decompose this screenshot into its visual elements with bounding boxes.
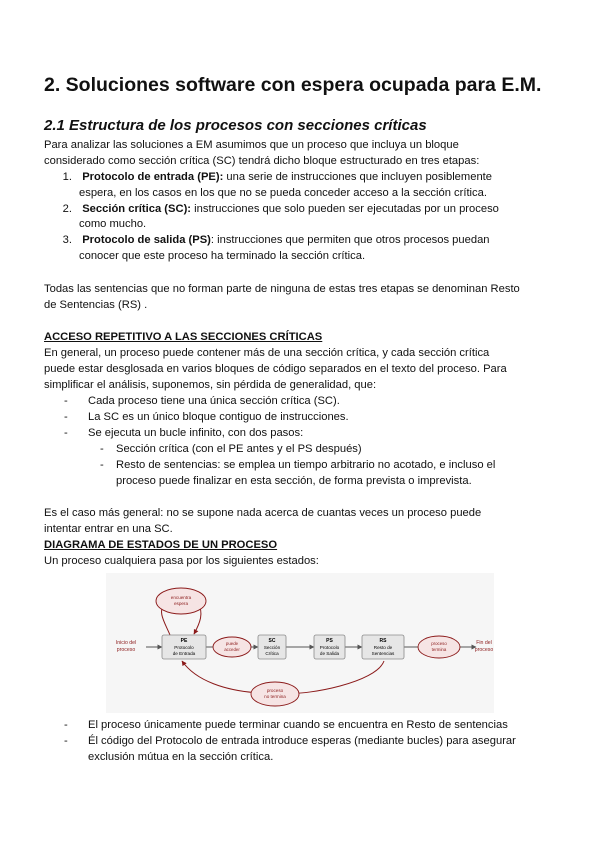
state-node-rs bbox=[362, 635, 404, 659]
general-case-paragraph bbox=[44, 506, 481, 538]
assumption-list bbox=[64, 394, 349, 441]
state-code: SC bbox=[268, 638, 276, 644]
dash-bullet: - bbox=[64, 719, 68, 731]
state-label: de Salida bbox=[319, 651, 340, 656]
state-label: Crítica bbox=[265, 651, 279, 656]
state-diagram bbox=[106, 573, 494, 713]
section-heading-acceso: ACCESO REPETITIVO A LAS SECCIONES CRÍTICAS bbox=[44, 331, 323, 343]
state-node-ps bbox=[314, 635, 345, 659]
state-code: RS bbox=[379, 638, 387, 644]
dash-bullet: - bbox=[64, 426, 68, 439]
state-code: PE bbox=[180, 638, 188, 644]
stage-text: instrucciones que solo pueden ser ejecutadas por un proceso bbox=[191, 202, 499, 215]
final-notes-list bbox=[64, 718, 516, 765]
stage-item bbox=[52, 170, 499, 202]
diagram-intro: Un proceso cualquiera pasa por los siguientes estados: bbox=[44, 555, 319, 567]
stage-text: una serie de instrucciones que incluyen posiblemente bbox=[223, 171, 492, 183]
state-code: PS bbox=[326, 638, 333, 644]
stage-term: Sección crítica (SC): bbox=[82, 202, 192, 215]
stage-continuation: como mucho. bbox=[79, 218, 147, 231]
list-item bbox=[100, 442, 495, 458]
event-label: puede bbox=[225, 641, 239, 646]
stage-number: 2. bbox=[62, 202, 72, 215]
list-item-text: El proceso únicamente puede terminar cuando se encuentra en Resto de sentencias bbox=[88, 719, 508, 731]
stage-item bbox=[52, 202, 499, 234]
state-label: Sentencias bbox=[371, 651, 395, 656]
stage-number: 3. bbox=[62, 234, 72, 247]
list-item-continuation: exclusión mútua en la sección crítica. bbox=[88, 750, 274, 763]
event-label: proceso bbox=[266, 688, 284, 693]
acceso-line: puede estar desglosada en varios bloques de código separados en el texto del proceso. Para bbox=[44, 362, 507, 375]
list-item-text: Sección crítica (con el PE antes y el PS después) bbox=[116, 443, 362, 455]
state-label: de Entrada bbox=[172, 651, 196, 656]
list-item-text: Él código del Protocolo de entrada introduce esperas (mediante bucles) para asegurar bbox=[88, 734, 516, 747]
list-item bbox=[64, 426, 349, 442]
dash-bullet: - bbox=[64, 395, 68, 407]
stage-text: : instrucciones que permiten que otros procesos puedan bbox=[210, 234, 490, 247]
end-label: proceso bbox=[474, 647, 494, 653]
acceso-line: En general, un proceso puede contener más de una sección crítica, y cada sección crítica bbox=[44, 347, 490, 359]
state-label: Protocolo bbox=[174, 645, 194, 650]
event-label: no termina bbox=[264, 694, 286, 699]
event-proceso-no-termina bbox=[251, 682, 299, 706]
stage-item bbox=[52, 233, 499, 265]
intro-line: considerado como sección crítica (SC) tendrá dicho bloque estructurado en tres etapas: bbox=[44, 154, 480, 167]
list-item-text: Se ejecuta un bucle infinito, con dos pasos: bbox=[88, 426, 304, 439]
list-item bbox=[100, 458, 495, 490]
start-label: Inicio del bbox=[115, 640, 137, 646]
general-case-line: intentar entrar en una SC. bbox=[44, 522, 173, 535]
event-label: acceder bbox=[224, 647, 240, 652]
section-subtitle: 2.1 Estructura de los procesos con secciones críticas bbox=[44, 117, 427, 134]
list-item-text: La SC es un único bloque contiguo de instrucciones. bbox=[88, 410, 349, 423]
state-node-sc bbox=[258, 635, 286, 659]
state-label: Protocolo bbox=[319, 645, 340, 650]
dash-bullet: - bbox=[64, 410, 68, 423]
rs-paragraph bbox=[44, 282, 520, 314]
start-label: proceso bbox=[116, 647, 136, 653]
page-title: 2. Soluciones software con espera ocupada para E.M. bbox=[44, 74, 542, 96]
section-heading-diagrama: DIAGRAMA DE ESTADOS DE UN PROCESO bbox=[44, 539, 278, 551]
acceso-paragraph bbox=[44, 346, 507, 393]
dash-bullet: - bbox=[100, 443, 104, 455]
event-puede-acceder bbox=[213, 637, 251, 657]
stage-term: Protocolo de salida (PS) bbox=[82, 234, 211, 247]
list-item bbox=[64, 410, 349, 426]
intro-line: Para analizar las soluciones a EM asumimos que un proceso que incluya un bloque bbox=[44, 139, 459, 151]
event-label: termina bbox=[431, 647, 447, 652]
event-proceso-termina bbox=[418, 636, 460, 658]
rs-line: Todas las sentencias que no forman parte de ninguna de estas tres etapas se denominan Resto bbox=[44, 283, 520, 295]
loop-steps-list bbox=[100, 442, 495, 489]
end-label: Fin del bbox=[476, 640, 492, 646]
list-item-text: Cada proceso tiene una única sección crítica (SC). bbox=[88, 395, 340, 407]
list-item bbox=[64, 718, 516, 734]
acceso-line: simplificar el análisis, suponemos, sin pérdida de generalidad, que: bbox=[44, 378, 377, 391]
stage-term: Protocolo de entrada (PE): bbox=[82, 171, 224, 183]
stage-continuation: conocer que este proceso ha terminado la sección crítica. bbox=[79, 249, 366, 262]
general-case-line: Es el caso más general: no se supone nada acerca de cuantas veces un proceso puede bbox=[44, 507, 482, 519]
dash-bullet: - bbox=[100, 458, 104, 471]
state-node-pe bbox=[162, 635, 206, 659]
stage-list bbox=[52, 170, 499, 265]
event-label: proceso bbox=[431, 641, 447, 646]
rs-line: de Sentencias (RS) . bbox=[44, 298, 148, 311]
event-encuentra-espera bbox=[156, 588, 206, 614]
stage-continuation: espera, en los casos en los que no se pueda conceder acceso a la sección crítica. bbox=[79, 186, 487, 199]
list-item bbox=[64, 734, 516, 766]
dash-bullet: - bbox=[64, 734, 68, 747]
list-item-continuation: proceso puede finalizar en esta sección, de forma prevista o imprevista. bbox=[116, 474, 472, 487]
event-label: espera bbox=[173, 601, 189, 606]
intro-paragraph bbox=[44, 138, 479, 170]
event-label: encuentra bbox=[170, 595, 192, 600]
list-item-text: Resto de sentencias: se emplea un tiempo arbitrario no acotado, e incluso el bbox=[116, 458, 496, 471]
state-label: Sección bbox=[263, 645, 281, 650]
list-item bbox=[64, 394, 349, 410]
state-label: Resto de bbox=[373, 645, 393, 650]
stage-number: 1. bbox=[62, 171, 72, 183]
